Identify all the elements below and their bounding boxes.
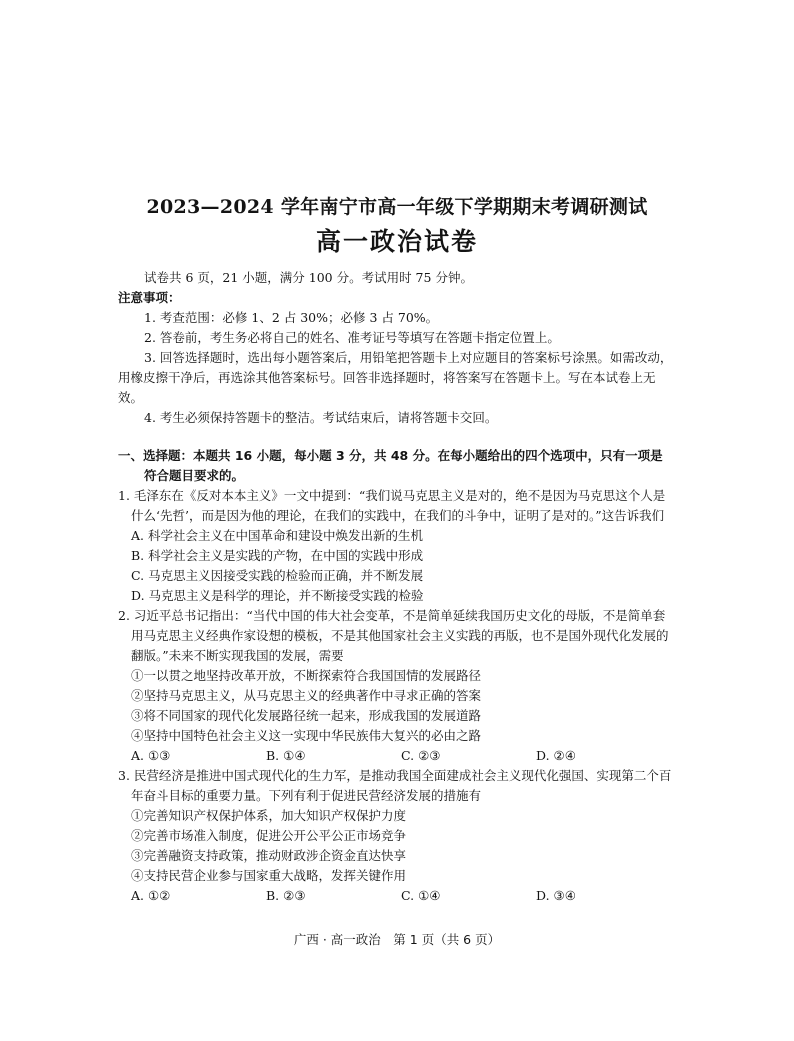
notes-heading: 注意事项： <box>118 290 181 305</box>
choice-a: A. ①③ <box>131 748 171 763</box>
statement-item: ④支持民营企业参与国家重大战略，发挥关键作用 <box>131 868 407 883</box>
choice-c: C. ②③ <box>401 748 441 763</box>
note-item: 4. 考生必须保持答题卡的整洁。考试结束后，请将答题卡交回。 <box>144 410 498 425</box>
section-heading-line: 一、选择题：本题共 16 小题，每小题 3 分，共 48 分。在每小题给出的四个选项中，只有一项是 <box>118 448 663 463</box>
statement-item: ①完善知识产权保护体系，加大知识产权保护力度 <box>131 808 407 823</box>
statement-item: ③将不同国家的现代化发展路径统一起来，形成我国的发展道路 <box>131 708 482 723</box>
question-3 <box>118 766 674 906</box>
question-list <box>118 486 674 906</box>
answer-choices <box>118 746 674 766</box>
page-footer: 广西 · 高一政治 第 1 页（共 6 页） <box>293 932 501 947</box>
statement-item: ②完善市场准入制度，促进公开公平公正市场竞争 <box>131 828 407 843</box>
option-a: A. 科学社会主义在中国革命和建设中焕发出新的生机 <box>131 528 423 543</box>
question-stem: 2. 习近平总书记指出：“当代中国的伟大社会变革，不是简单延续我国历史文化的母版，不是简单套用马克思主义经典作家设想的模板，不是其他国家社会主义实践的再版，也不是国外现代化发展的翻版。”未来不断实现我国的发展，需要 <box>118 608 669 663</box>
option-d: D. 马克思主义是科学的理论，并不断接受实践的检验 <box>131 588 424 603</box>
note-item: 3. 回答选择题时，选出每小题答案后，用铅笔把答题卡上对应题目的答案标号涂黑。如需改动，用橡皮擦干净后，再选涂其他答案标号。回答非选择题时，将答案写在答题卡上。写在本试卷上无效。 <box>118 350 673 405</box>
question-stem: 1. 毛泽东在《反对本本主义》一文中提到：“我们说马克思主义是对的，绝不是因为马克思这个人是什么‘先哲’，而是因为他的理论，在我们的实践中，在我们的斗争中，证明了是对的。”这告诉我们 <box>118 488 666 523</box>
note-item: 2. 答卷前，考生务必将自己的姓名、准考证号等填写在答题卡指定位置上。 <box>144 330 560 345</box>
choice-c: C. ①④ <box>401 888 441 903</box>
statement-item: ③完善融资支持政策，推动财政涉企资金直达快享 <box>131 848 407 863</box>
statement-item: ①一以贯之地坚持改革开放，不断探索符合我国国情的发展路径 <box>131 668 482 683</box>
choice-d: D. ③④ <box>536 888 576 903</box>
question-stem: 3. 民营经济是推进中国式现代化的生力军，是推动我国全面建成社会主义现代化强国、实现第二个百年奋斗目标的重要力量。下列有利于促进民营经济发展的措施有 <box>118 768 672 803</box>
section-heading <box>118 446 674 486</box>
choice-b: B. ①④ <box>266 748 306 763</box>
exam-summary: 试卷共 6 页，21 小题，满分 100 分。考试用时 75 分钟。 <box>144 270 473 285</box>
choice-d: D. ②④ <box>536 748 576 763</box>
section-heading-line: 符合题目要求的。 <box>144 468 245 483</box>
answer-choices <box>118 886 674 906</box>
option-b: B. 科学社会主义是实践的产物，在中国的实践中形成 <box>131 548 424 563</box>
exam-title: 2023—2024 学年南宁市高一年级下学期期末考调研测试 <box>146 196 648 218</box>
choice-b: B. ②③ <box>266 888 306 903</box>
option-c: C. 马克思主义因接受实践的检验而正确，并不断发展 <box>131 568 424 583</box>
exam-instructions <box>118 268 674 428</box>
note-item: 1. 考查范围：必修 1、2 占 30%；必修 3 占 70%。 <box>144 310 439 325</box>
exam-subject-title: 高一政治试卷 <box>315 227 478 256</box>
question-1 <box>118 486 674 606</box>
question-2 <box>118 606 674 766</box>
statement-item: ④坚持中国特色社会主义这一实现中华民族伟大复兴的必由之路 <box>131 728 482 743</box>
choice-a: A. ①② <box>131 888 171 903</box>
statement-item: ②坚持马克思主义，从马克思主义的经典著作中寻求正确的答案 <box>131 688 482 703</box>
